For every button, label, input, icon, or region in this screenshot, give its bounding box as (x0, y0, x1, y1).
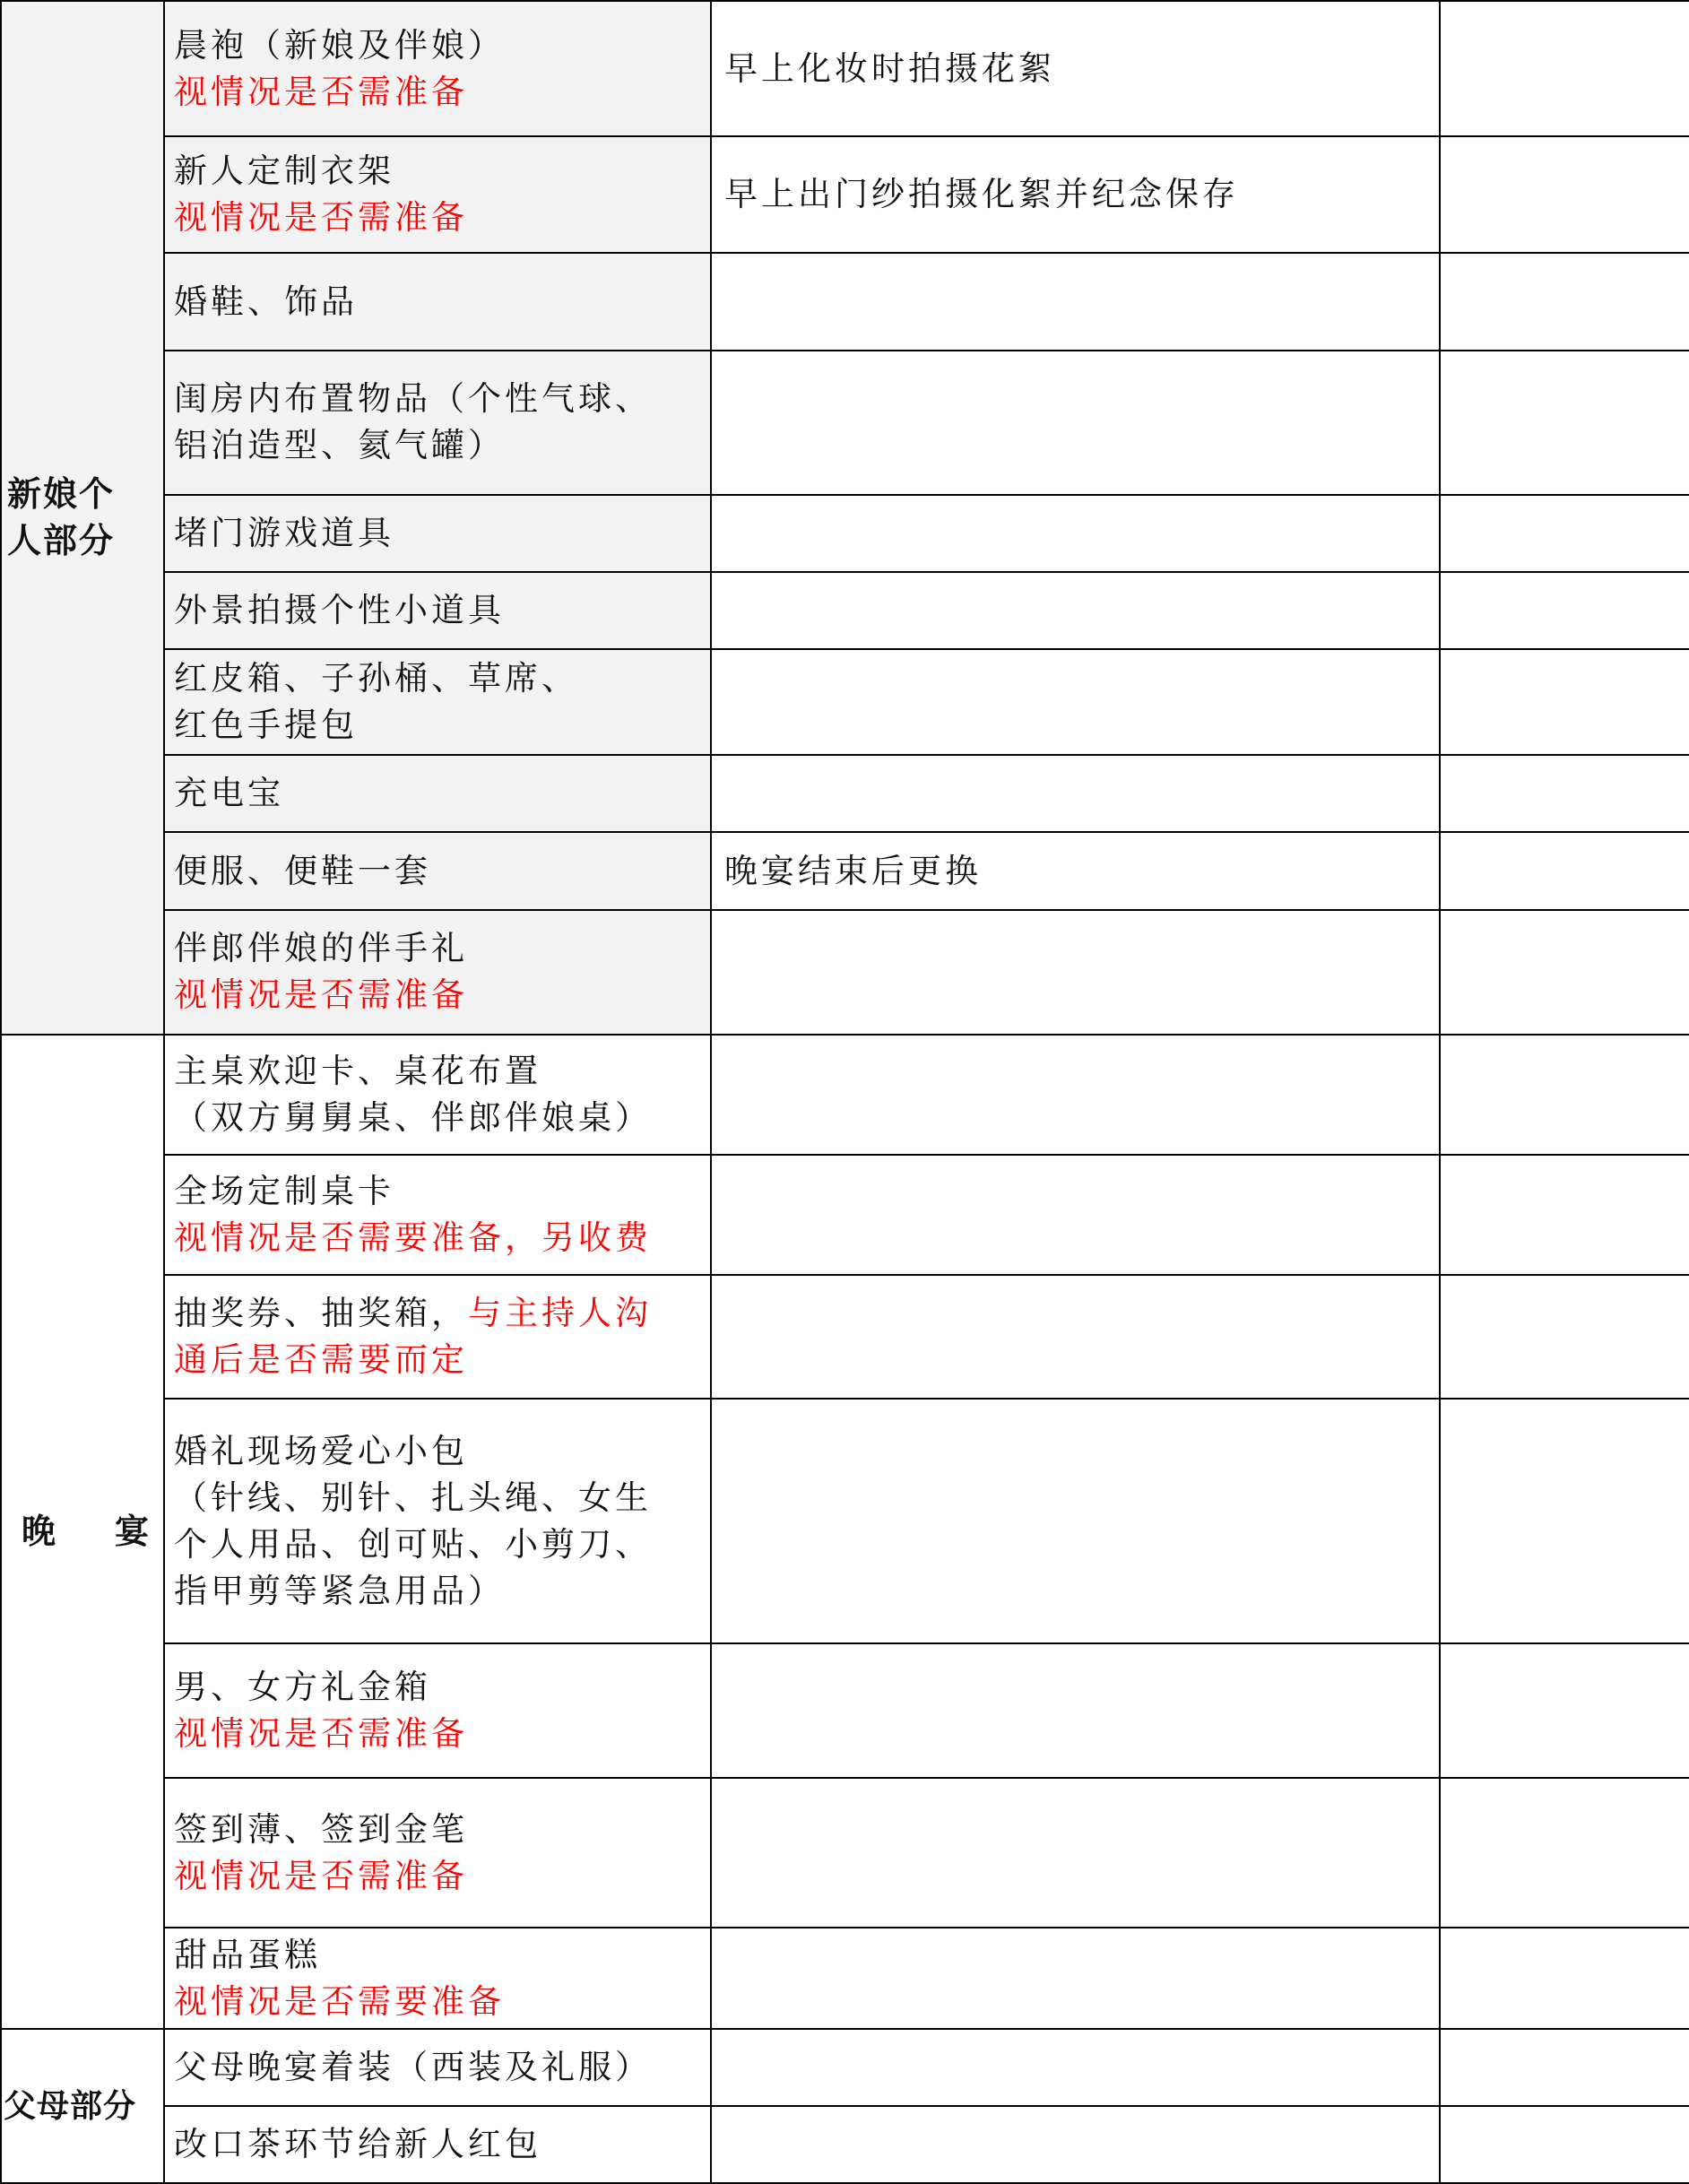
blank-cell (1440, 1643, 1689, 1778)
item-cell: 红皮箱、子孙桶、草席、 红色手提包 (164, 649, 711, 755)
item-cell: 男、女方礼金箱 视情况是否需准备 (164, 1643, 711, 1778)
item-cell: 充电宝 (164, 755, 711, 832)
blank-cell (1440, 832, 1689, 909)
blank-cell (1440, 136, 1689, 253)
table-row (1, 1, 1689, 136)
table-row (1, 253, 1689, 350)
blank-cell (1440, 351, 1689, 495)
item-cell: 婚鞋、饰品 (164, 253, 711, 350)
blank-cell (1440, 2106, 1689, 2183)
item-cell: 新人定制衣架 视情况是否需准备 (164, 136, 711, 253)
item-cell: 抽奖券、抽奖箱，与主持人沟 通后是否需要而定 (164, 1275, 711, 1399)
note-cell (711, 1928, 1440, 2028)
blank-cell (1440, 755, 1689, 832)
item-cell: 签到薄、签到金笔 视情况是否需准备 (164, 1778, 711, 1928)
note-cell (711, 910, 1440, 1035)
item-cell: 便服、便鞋一套 (164, 832, 711, 909)
note-cell: 早上化妆时拍摄花絮 (711, 1, 1440, 136)
item-cell: 堵门游戏道具 (164, 495, 711, 572)
item-cell: 闺房内布置物品（个性气球、 铝泊造型、氦气罐） (164, 351, 711, 495)
table-row (1, 1643, 1689, 1778)
note-cell (711, 1275, 1440, 1399)
table-row (1, 495, 1689, 572)
note-cell (711, 1778, 1440, 1928)
item-cell: 主桌欢迎卡、桌花布置 （双方舅舅桌、伴郎伴娘桌） (164, 1035, 711, 1155)
blank-cell (1440, 1275, 1689, 1399)
note-cell (711, 351, 1440, 495)
table-row (1, 832, 1689, 909)
section-bride-label: 新娘个 人部分 (1, 1, 164, 1035)
table-row (1, 1778, 1689, 1928)
note-cell (711, 572, 1440, 649)
table-row (1, 2029, 1689, 2106)
item-cell: 父母晚宴着装（西装及礼服） (164, 2029, 711, 2106)
blank-cell (1440, 1035, 1689, 1155)
table-row (1, 2106, 1689, 2183)
item-cell: 甜品蛋糕 视情况是否需要准备 (164, 1928, 711, 2028)
note-cell (711, 1399, 1440, 1642)
blank-cell (1440, 1928, 1689, 2028)
blank-cell (1440, 495, 1689, 572)
table-row (1, 572, 1689, 649)
item-cell: 改口茶环节给新人红包 (164, 2106, 711, 2183)
table-row (1, 351, 1689, 495)
item-cell: 伴郎伴娘的伴手礼 视情况是否需准备 (164, 910, 711, 1035)
note-cell (711, 1035, 1440, 1155)
blank-cell (1440, 649, 1689, 755)
table-row (1, 1928, 1689, 2028)
item-cell: 外景拍摄个性小道具 (164, 572, 711, 649)
note-cell (711, 253, 1440, 350)
note-cell (711, 495, 1440, 572)
note-cell (711, 755, 1440, 832)
note-cell: 晚宴结束后更换 (711, 832, 1440, 909)
item-cell: 晨袍（新娘及伴娘） 视情况是否需准备 (164, 1, 711, 136)
note-cell (711, 649, 1440, 755)
section-banquet-label: 晚 宴 (1, 1035, 164, 2029)
note-cell (711, 2106, 1440, 2183)
item-cell: 婚礼现场爱心小包 （针线、别针、扎头绳、女生 个人用品、创可贴、小剪刀、 指甲剪等紧急用品） (164, 1399, 711, 1642)
blank-cell (1440, 253, 1689, 350)
table-row (1, 136, 1689, 253)
table-row (1, 1399, 1689, 1642)
blank-cell (1440, 1399, 1689, 1642)
blank-cell (1440, 1155, 1689, 1275)
item-cell: 全场定制桌卡 视情况是否需要准备，另收费 (164, 1155, 711, 1275)
note-cell (711, 1155, 1440, 1275)
note-cell: 早上出门纱拍摄化絮并纪念保存 (711, 136, 1440, 253)
blank-cell (1440, 910, 1689, 1035)
note-cell (711, 2029, 1440, 2106)
table-row (1, 910, 1689, 1035)
blank-cell (1440, 1, 1689, 136)
table-row (1, 1155, 1689, 1275)
table-row (1, 1035, 1689, 1155)
blank-cell (1440, 2029, 1689, 2106)
note-cell (711, 1643, 1440, 1778)
section-parents-label: 父母部分 (1, 2029, 164, 2183)
blank-cell (1440, 572, 1689, 649)
table-row (1, 755, 1689, 832)
table-row (1, 1275, 1689, 1399)
blank-cell (1440, 1778, 1689, 1928)
table-row (1, 649, 1689, 755)
